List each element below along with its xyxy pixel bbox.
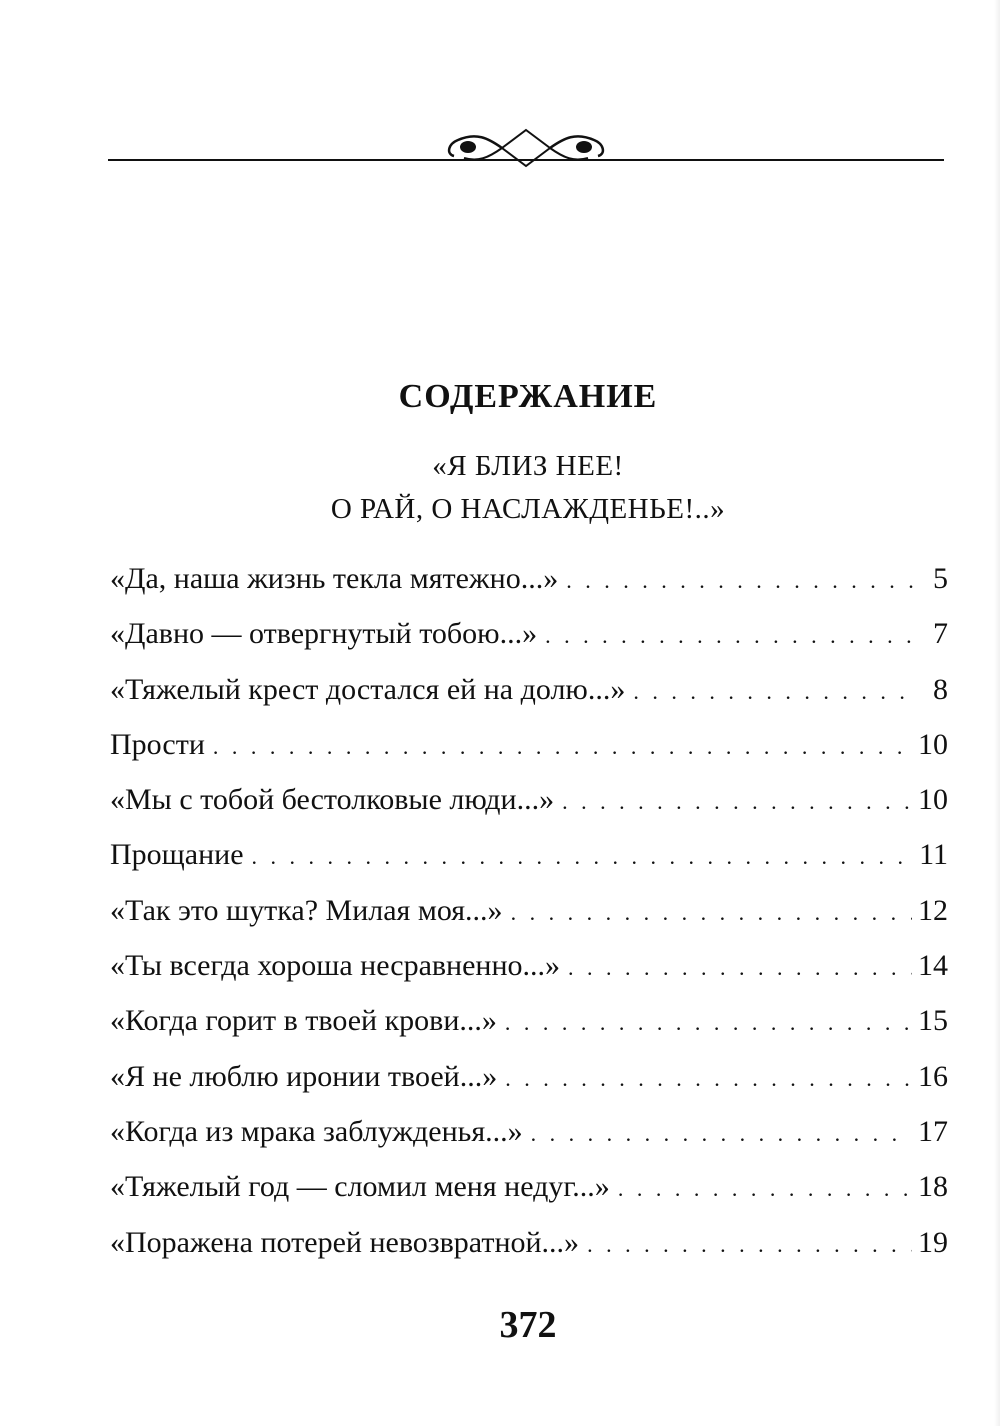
toc-entry[interactable] (110, 612, 948, 667)
toc-dot-leader (618, 1167, 912, 1211)
toc-entry-page: 18 (918, 1170, 948, 1204)
toc-dot-leader (252, 835, 914, 879)
toc-entry-page: 16 (918, 1059, 948, 1093)
toc-entry-title: «Мы с тобой бестолковые люди...» (110, 783, 555, 817)
toc-entry[interactable] (110, 1110, 948, 1165)
toc-entry-page: 12 (918, 893, 948, 927)
toc-entry-title: «Тяжелый крест достался ей на долю...» (110, 672, 626, 706)
toc-entry-title: «Когда из мрака заблужденья...» (110, 1114, 523, 1148)
toc-entry-title: «Так это шутка? Милая моя...» (110, 893, 503, 927)
toc-entry-title: «Тяжелый год — сломил меня недуг...» (110, 1170, 610, 1204)
section-heading-line-2: О РАЙ, О НАСЛАЖДЕНЬЕ!..» (330, 493, 726, 525)
toc-entry-title: «Давно — отвергнутый тобою...» (110, 617, 538, 651)
toc-entry-title: «Да, наша жизнь текла мятежно...» (110, 562, 559, 595)
toc-entry[interactable] (110, 1221, 948, 1276)
toc-entry[interactable] (110, 889, 948, 944)
toc-entry-page: 15 (918, 1004, 948, 1038)
section-heading-line-1: «Я БЛИЗ НЕЕ! (432, 450, 624, 482)
toc-entry-page: 8 (933, 672, 948, 706)
toc-entry[interactable] (110, 778, 948, 833)
table-of-contents (110, 557, 948, 1276)
toc-entry[interactable] (110, 833, 948, 888)
ornament-divider-icon (108, 118, 944, 178)
toc-entry-title: «Когда горит в твоей крови...» (110, 1004, 497, 1038)
toc-entry-title: Прости (110, 727, 205, 761)
toc-dot-leader (633, 670, 916, 714)
toc-dot-leader (531, 1112, 912, 1156)
page-edge-shadow (994, 0, 1000, 1426)
toc-entry[interactable] (110, 1055, 948, 1110)
toc-entry[interactable] (110, 557, 948, 612)
toc-entry-page: 10 (918, 727, 948, 761)
toc-entry-page: 17 (918, 1114, 948, 1148)
toc-dot-leader (545, 614, 916, 658)
toc-entry-page: 11 (919, 838, 948, 872)
toc-entry[interactable] (110, 668, 948, 723)
toc-entry-page: 10 (918, 783, 948, 817)
toc-dot-leader (568, 946, 912, 990)
toc-dot-leader (566, 559, 916, 603)
toc-dot-leader (562, 780, 912, 824)
toc-dot-leader (505, 1001, 912, 1045)
toc-entry-title: «Я не люблю иронии твоей...» (110, 1059, 498, 1093)
toc-entry[interactable] (110, 1165, 948, 1220)
toc-entry[interactable] (110, 999, 948, 1054)
toc-entry[interactable] (110, 723, 948, 778)
toc-entry-title: «Поражена потерей невозвратной...» (110, 1225, 580, 1259)
page-title: СОДЕРЖАНИЕ (398, 378, 658, 415)
toc-entry-title: «Ты всегда хороша несравненно...» (110, 949, 561, 983)
toc-entry[interactable] (110, 944, 948, 999)
toc-dot-leader (505, 1057, 912, 1101)
toc-entry-page: 7 (933, 617, 948, 651)
toc-dot-leader (213, 725, 912, 769)
toc-entry-page: 19 (918, 1225, 948, 1259)
toc-entry-page: 14 (918, 949, 948, 983)
toc-dot-leader (511, 891, 912, 935)
toc-dot-leader (587, 1223, 912, 1267)
page-number: 372 (499, 1304, 557, 1346)
toc-entry-title: Прощание (110, 838, 244, 872)
toc-entry-page: 5 (933, 562, 948, 595)
